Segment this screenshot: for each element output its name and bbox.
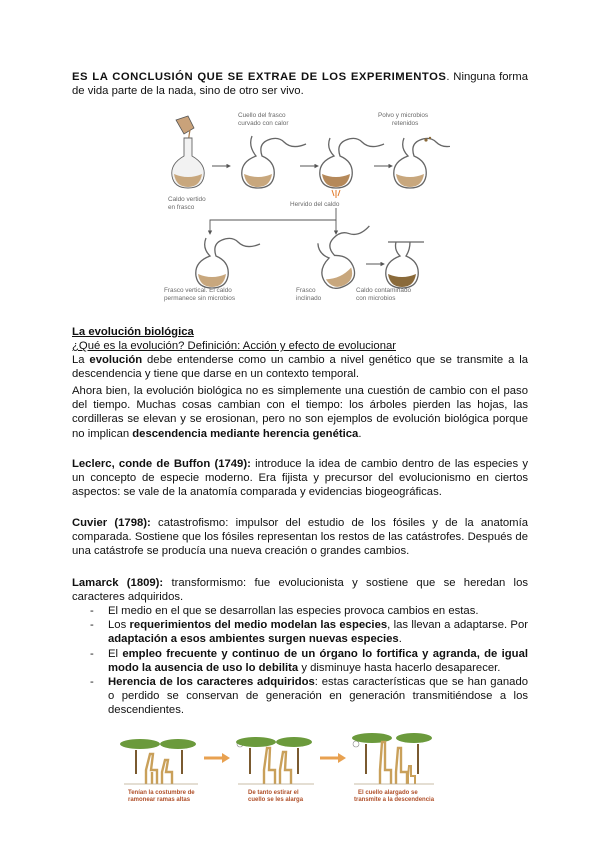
giraffe-caption-2a: De tanto estirar el (248, 790, 299, 796)
caption-contaminated-1: Caldo contaminado (356, 287, 412, 294)
flask-tilted (309, 221, 388, 293)
text-run: . (358, 427, 362, 440)
text-run: El (108, 647, 123, 660)
evolution-question: ¿Qué es la evolución? Definición: Acción y efecto de evolucionar (72, 340, 397, 352)
caption-tilted-1: Frasco (296, 287, 316, 294)
bold-run: Herencia de los caracteres adquiridos (108, 676, 315, 689)
list-item (90, 618, 528, 646)
list-item (90, 647, 528, 675)
giraffe-caption-1a: Tenían la costumbre de (128, 790, 195, 796)
caption-contaminated-2: con microbios (356, 295, 396, 302)
caption-neck-2: curvado con calor (238, 120, 289, 127)
bold-run: adaptación a esos ambientes surgen nuevas especies (108, 633, 399, 646)
flask-swan-neck (242, 136, 306, 188)
caption-broth-2: en frasco (168, 204, 195, 211)
flask-pouring (172, 116, 205, 188)
list-dash: - (90, 647, 94, 660)
cuvier-paragraph (72, 516, 528, 559)
cuvier-text: catastrofismo: impulsor del estudio de los fósiles y de la anatomía comparada. Sostiene que los fósiles representan los restos de las catástrofes. Después de una catástrofe se producía una nueva creación o grandes cambios. (72, 517, 528, 558)
giraffe-panel-1 (120, 739, 198, 784)
caption-vertical-1: Frasco vertical. El caldo (164, 287, 232, 294)
cuvier-name: Cuvier (1798): (72, 517, 151, 529)
text-run: El medio en el que se desarrollan las especies provoca cambios en estas. (108, 605, 479, 617)
pasteur-experiment-figure (160, 108, 450, 306)
list-dash: - (90, 619, 94, 632)
evolution-title: La evolución biológica (72, 326, 194, 338)
lamarck-text: transformismo: fue evolucionista y sostiene que se heredan los caracteres adquiridos. (72, 577, 529, 604)
giraffe-caption-3a: El cuello alargado se (358, 790, 418, 796)
giraffe-panel-3 (352, 733, 434, 784)
caption-dust-1: Polvo y microbios (378, 112, 429, 119)
lamarck-name: Lamarck (1809): (72, 577, 164, 589)
evolution-paragraph-2 (72, 384, 528, 441)
buffon-name: Leclerc, conde de Buffon (1749): (72, 458, 251, 470)
text-run: debe entenderse como un cambio a nivel genético que se transmite a la descendencia y tiene que darse en un contexto temporal. (72, 354, 528, 381)
text-run: Los (108, 619, 130, 632)
lamarck-list (90, 604, 528, 718)
flask-boiling (320, 138, 384, 198)
giraffe-caption-1b: ramonear ramas altas (128, 797, 191, 803)
giraffe-caption-3b: transmite a la descendencia (354, 797, 435, 803)
buffon-text: introduce la idea de cambio dentro de las especies y un concepto de especie moderno. Era fijista y precursor del evolucionismo en ciertos aspectos: se vale de la anatomía comparada y evidencias biogeográficas. (72, 458, 528, 499)
intro-paragraph (72, 70, 528, 98)
caption-vertical-2: permanece sin microbios (164, 295, 236, 302)
evolution-paragraph-1 (72, 353, 528, 381)
caption-tilted-2: inclinado (296, 295, 322, 302)
text-run: : estas características que se han ganado o perdido se conservan de generación en generación transmitiéndose a los descendientes. (108, 676, 529, 717)
buffon-paragraph (72, 457, 528, 500)
bold-run: descendencia mediante herencia genética (132, 427, 359, 440)
giraffe-caption-2b: cuello se les alarga (248, 797, 304, 803)
flask-vertical (196, 238, 260, 288)
list-item (90, 675, 528, 718)
flask-dust (394, 137, 450, 188)
giraffe-panel-2 (236, 737, 314, 784)
bold-run: requerimientos del medio modelan las especies (129, 619, 388, 632)
list-item (90, 604, 528, 618)
caption-broth-1: Caldo vertido (168, 196, 206, 203)
text-run: , las llevan a adaptarse. Por (387, 619, 528, 632)
text-run: La (72, 354, 90, 366)
list-dash: - (90, 605, 94, 617)
text-run: . (398, 633, 402, 646)
list-dash: - (90, 676, 94, 689)
caption-dust-2: retenidos (392, 120, 419, 127)
caption-neck-1: Cuello del frasco (238, 112, 286, 119)
bold-run: evolución (89, 354, 143, 366)
caption-boiling: Hervido del caldo (290, 201, 340, 208)
intro-heading: ES LA CONCLUSIÓN QUE SE EXTRAE DE LOS EXPERIMENTOS (72, 71, 447, 83)
intro-text: . Ninguna forma de vida parte de la nada, sino de otro ser vivo. (72, 71, 528, 98)
giraffe-evolution-figure (118, 728, 442, 804)
flask-contaminated (386, 242, 424, 288)
lamarck-paragraph (72, 576, 528, 604)
bold-run: empleo frecuente y continuo de un órgano lo fortifica y agranda, de igual modo la ausencia de uso lo debilita (108, 647, 528, 674)
text-run: y disminuye hasta hacerlo desaparecer. (298, 661, 501, 674)
text-run: Ahora bien, la evolución biológica no es simplemente una cuestión de cambio con el paso del tiempo. Muchas cosas cambian con el tiempo: los árboles pierden las hojas, las cordilleras se elevan y se erosionan, pero no son ejemplos de evolución biológica porque no implican (72, 385, 528, 440)
